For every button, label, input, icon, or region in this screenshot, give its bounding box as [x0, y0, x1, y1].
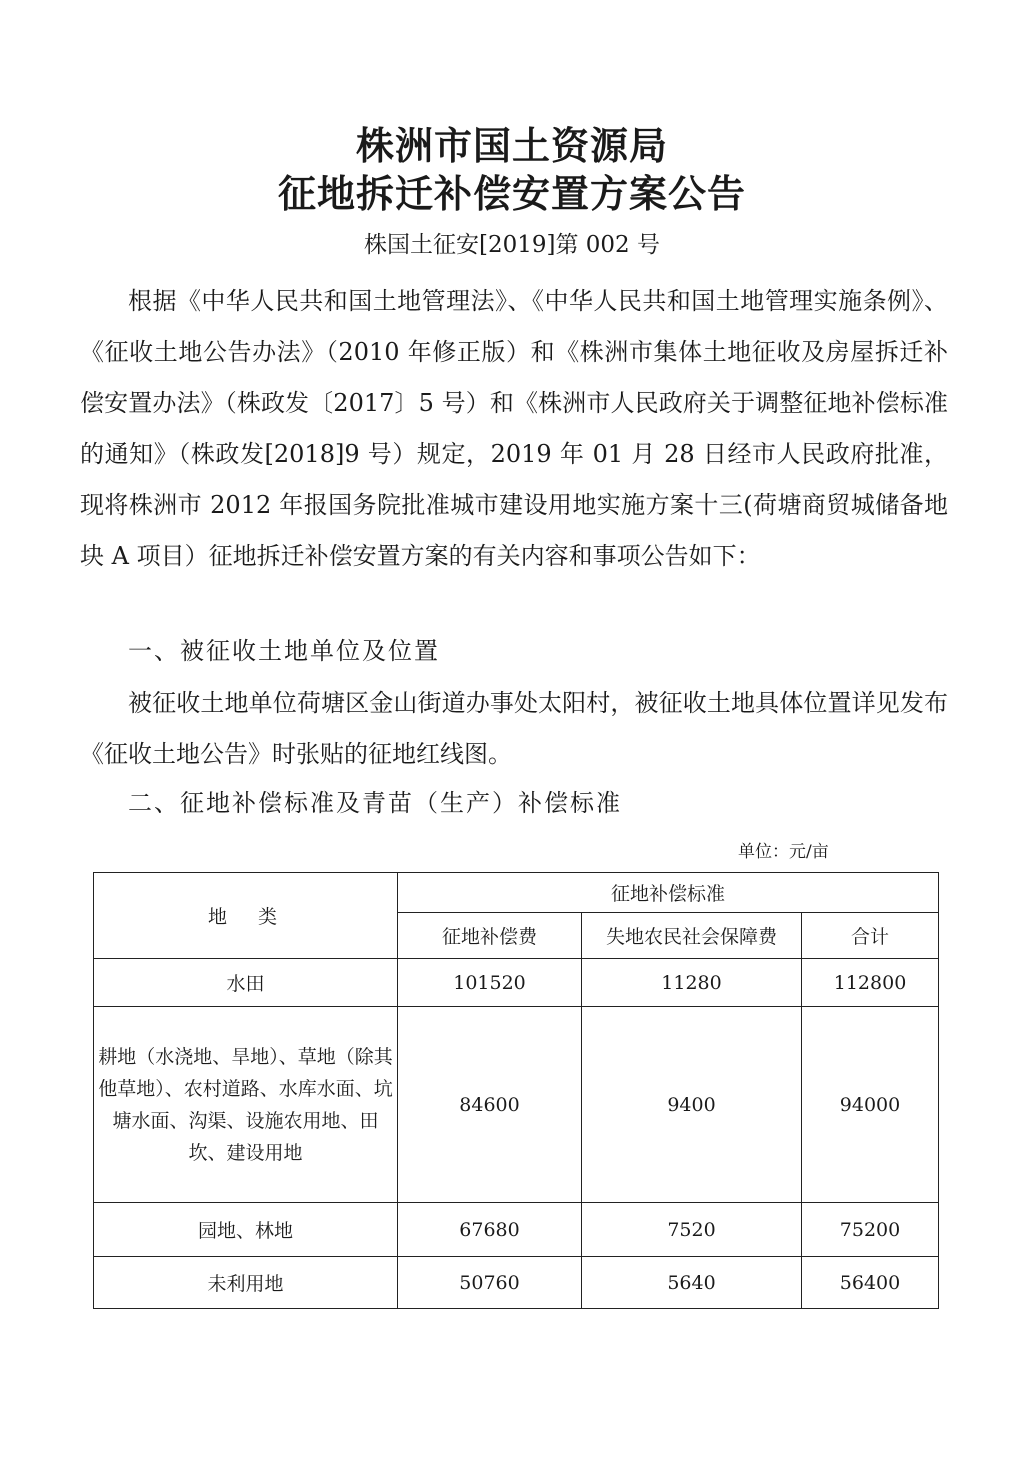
intro-paragraph: 根据《中华人民共和国土地管理法》、《中华人民共和国土地管理实施条例》、《征收土地公告办法》（2010 年修正版）和《株洲市集体土地征收及房屋拆迁补偿安置办法》（株政发〔2017〕5 号）和《株洲市人民政府关于调整征地补偿标准的通知》（株政发[2018]9 号）规定，2019 年 01 月 28 日经市人民政府批准，现将株洲市 2012 年报国务院批准城市建设用地实施方案十三(荷塘商贸城储备地块 A 项目）征地拆迁补偿安置方案的有关内容和事项公告如下： [80, 287, 948, 570]
header-land-compensation-fee: 征地补偿费 [398, 913, 582, 959]
document-title-subject: 征地拆迁补偿安置方案公告 [277, 172, 746, 216]
document-title-agency: 株洲市国土资源局 [355, 124, 668, 168]
compensation-fee-cell: 101520 [398, 959, 582, 1007]
table-unit-label: 单位：元/亩 [738, 842, 829, 862]
document-number: 株国土征安[2019]第 002 号 [363, 232, 660, 258]
social-security-fee-cell: 11280 [582, 959, 802, 1007]
compensation-table [93, 872, 939, 1309]
section-heading-compensation: 二、征地补偿标准及青苗（生产）补偿标准 [128, 789, 622, 817]
compensation-fee-cell: 67680 [398, 1203, 582, 1257]
table-header-row [94, 873, 939, 913]
table-row [94, 959, 939, 1007]
table-row [94, 1257, 939, 1309]
total-cell: 56400 [802, 1257, 939, 1309]
header-total: 合计 [802, 913, 939, 959]
total-cell: 112800 [802, 959, 939, 1007]
total-cell: 75200 [802, 1203, 939, 1257]
social-security-fee-cell: 9400 [582, 1007, 802, 1203]
land-category-cell: 园地、林地 [94, 1203, 398, 1257]
section-body-land-units: 被征收土地单位荷塘区金山街道办事处太阳村，被征收土地具体位置详见发布《征收土地公告》时张贴的征地红线图。 [80, 689, 948, 768]
land-category-cell: 未利用地 [94, 1257, 398, 1309]
table-row [94, 1203, 939, 1257]
compensation-fee-cell: 84600 [398, 1007, 582, 1203]
social-security-fee-cell: 7520 [582, 1203, 802, 1257]
total-cell: 94000 [802, 1007, 939, 1203]
section-heading-land-units: 一、被征收土地单位及位置 [128, 637, 440, 665]
land-category-cell: 水田 [94, 959, 398, 1007]
compensation-fee-cell: 50760 [398, 1257, 582, 1309]
table-row [94, 1007, 939, 1203]
land-category-cell: 耕地（水浇地、旱地）、草地（除其他草地）、农村道路、水库水面、坑塘水面、沟渠、设施农用地、田坎、建设用地 [94, 1007, 398, 1203]
header-compensation-standard: 征地补偿标准 [398, 873, 939, 913]
header-social-security-fee: 失地农民社会保障费 [582, 913, 802, 959]
header-land-category: 地 类 [94, 873, 398, 959]
social-security-fee-cell: 5640 [582, 1257, 802, 1309]
